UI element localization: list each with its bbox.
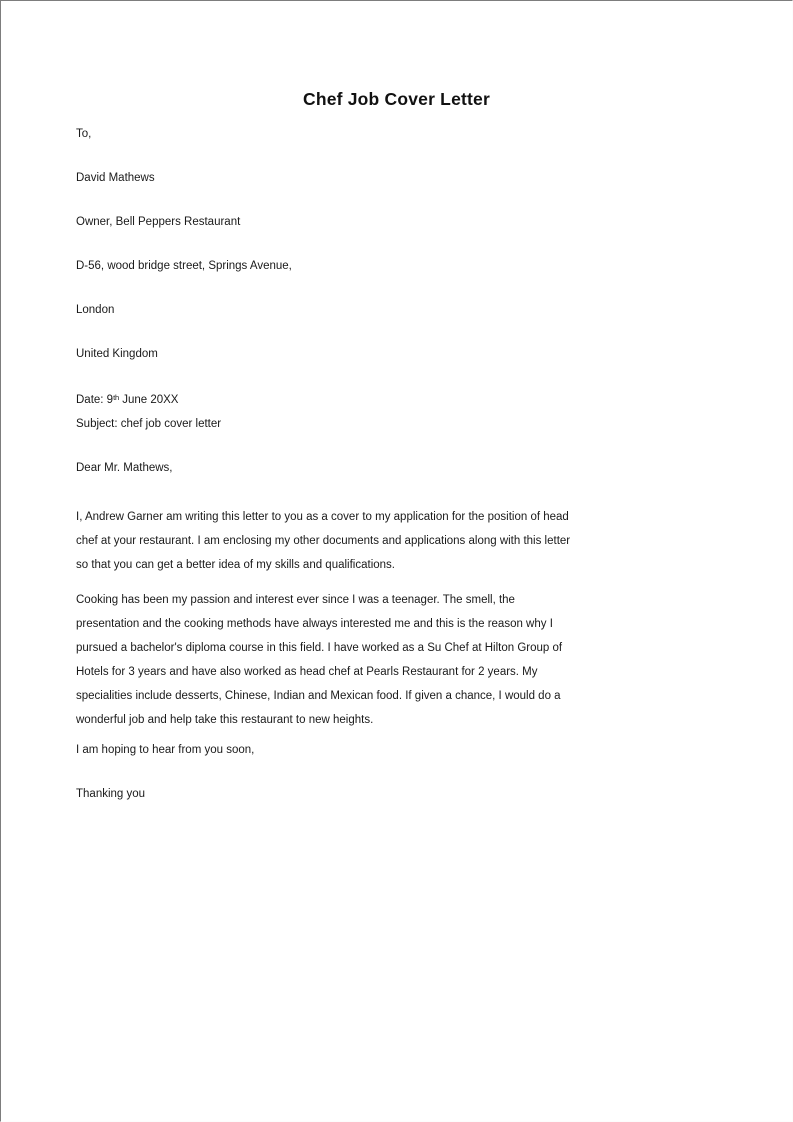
salutation-line: Dear Mr. Mathews,	[76, 462, 173, 475]
closing-thanking-line: Thanking you	[76, 788, 146, 801]
page-title: Chef Job Cover Letter	[302, 89, 490, 109]
closing-hoping-line: I am hoping to hear from you soon,	[76, 744, 255, 757]
date-label: Date: 9	[76, 394, 114, 407]
body-paragraph-1: I, Andrew Garner am writing this letter to you as a cover to my application for the position of head chef at your restaurant. I am enclosing my other documents and applications along with this letter so that you can get a better idea of my skills and qualifications.	[76, 511, 571, 572]
recipient-to-line: To,	[76, 128, 92, 140]
date-line	[76, 391, 576, 407]
recipient-position-company: Owner, Bell Peppers Restaurant	[76, 216, 241, 228]
recipient-street: D-56, wood bridge street, Springs Avenue,	[76, 260, 292, 272]
recipient-name: David Mathews	[76, 172, 155, 184]
body-paragraph-2: Cooking has been my passion and interest ever since I was a teenager. The smell, the presentation and the cooking methods have always interested me and this is the reason why I pursued a bachelor's diploma course in this field. I have worked as a Su Chef at Hilton Group of Hotels for 3 years and have also worked as head chef at Pearls Restaurant for 2 years. My specialities include desserts, Chinese, Indian and Mexican food. If given a chance, I would do a wonderful job and help take this restaurant to new heights.	[76, 593, 563, 727]
date-ordinal-suffix: th	[113, 393, 120, 402]
subject-line: Subject: chef job cover letter	[76, 418, 222, 431]
letter-content	[76, 127, 576, 801]
date-rest: June 20XX	[119, 394, 179, 407]
recipient-city: London	[76, 304, 115, 316]
recipient-country: United Kingdom	[76, 348, 158, 360]
